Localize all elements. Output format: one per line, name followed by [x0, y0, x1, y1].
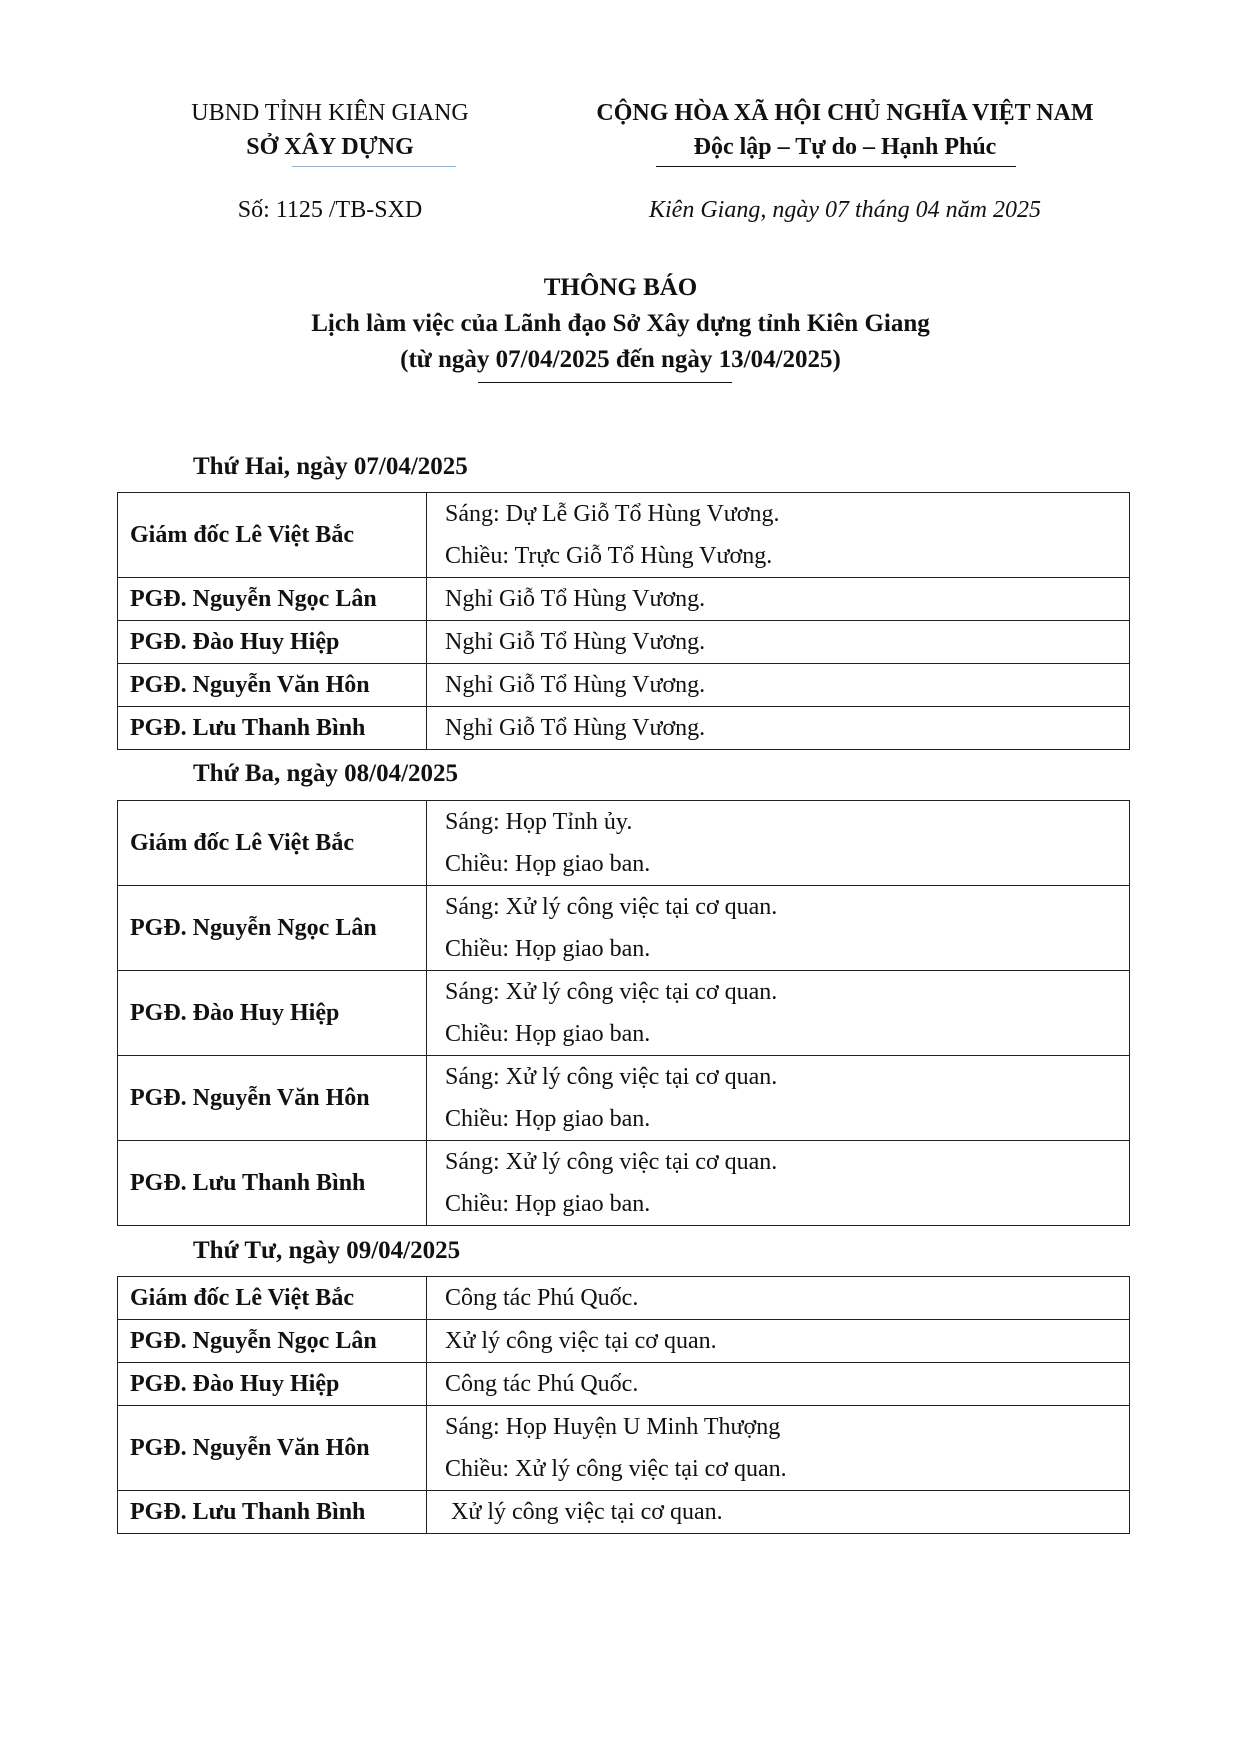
table-row	[118, 664, 1130, 707]
activity-line: Sáng: Xử lý công việc tại cơ quan.	[445, 979, 778, 1005]
leader-name: PGĐ. Đào Huy Hiệp	[118, 971, 427, 1056]
leader-name: PGĐ. Lưu Thanh Bình	[118, 707, 427, 750]
leader-name: PGĐ. Nguyễn Văn Hôn	[118, 1406, 427, 1491]
activity-cell	[427, 1406, 1130, 1491]
activity-cell	[427, 971, 1130, 1056]
table-row	[118, 578, 1130, 621]
activity-line: Chiều: Họp giao ban.	[445, 1191, 651, 1217]
national-header	[545, 96, 1145, 164]
day-heading: Thứ Ba, ngày 08/04/2025	[193, 760, 459, 787]
leader-name: PGĐ. Nguyễn Ngọc Lân	[118, 886, 427, 971]
table-row	[118, 971, 1130, 1056]
table-row	[118, 1141, 1130, 1226]
table-row	[118, 1277, 1130, 1320]
activity-cell	[427, 664, 1130, 707]
table-row	[118, 1406, 1130, 1491]
activity-cell	[427, 1141, 1130, 1226]
place-date: Kiên Giang, ngày 07 tháng 04 năm 2025	[649, 197, 1041, 223]
leader-name: Giám đốc Lê Việt Bắc	[118, 493, 427, 578]
activity-cell	[427, 578, 1130, 621]
leader-name: PGĐ. Nguyễn Văn Hôn	[118, 1056, 427, 1141]
activity-line: Chiều: Xử lý công việc tại cơ quan.	[445, 1456, 787, 1482]
activity-line: Sáng: Dự Lễ Giỗ Tổ Hùng Vương.	[445, 501, 780, 527]
activity-line: Nghỉ Giỗ Tổ Hùng Vương.	[445, 586, 706, 612]
activity-line: Xử lý công việc tại cơ quan.	[445, 1499, 723, 1525]
leader-name: PGĐ. Nguyễn Ngọc Lân	[118, 578, 427, 621]
activity-cell	[427, 1277, 1130, 1320]
activity-line: Chiều: Họp giao ban.	[445, 1106, 651, 1132]
day-heading: Thứ Hai, ngày 07/04/2025	[193, 453, 468, 480]
activity-line: Sáng: Họp Huyện U Minh Thượng	[445, 1414, 781, 1440]
table-row	[118, 1056, 1130, 1141]
document-title	[0, 270, 1241, 378]
table-row	[118, 493, 1130, 578]
activity-line: Sáng: Xử lý công việc tại cơ quan.	[445, 1064, 778, 1090]
title-underline	[478, 382, 732, 383]
activity-line: Xử lý công việc tại cơ quan.	[445, 1328, 717, 1354]
leader-name: PGĐ. Đào Huy Hiệp	[118, 621, 427, 664]
activity-cell	[427, 493, 1130, 578]
activity-cell	[427, 1363, 1130, 1406]
leader-name: Giám đốc Lê Việt Bắc	[118, 801, 427, 886]
activity-line: Nghỉ Giỗ Tổ Hùng Vương.	[445, 715, 706, 741]
table-row	[118, 1320, 1130, 1363]
activity-line: Chiều: Họp giao ban.	[445, 1021, 651, 1047]
activity-line: Chiều: Họp giao ban.	[445, 936, 651, 962]
issuer-underline	[292, 166, 456, 167]
leader-name: PGĐ. Nguyễn Ngọc Lân	[118, 1320, 427, 1363]
table-row	[118, 801, 1130, 886]
activity-cell	[427, 886, 1130, 971]
activity-cell	[427, 621, 1130, 664]
issuer-block	[150, 96, 510, 164]
motto-underline	[656, 166, 1016, 167]
activity-cell	[427, 1491, 1130, 1534]
department-name: SỞ XÂY DỰNG	[246, 134, 414, 160]
table-row	[118, 1491, 1130, 1534]
schedule-table	[117, 1276, 1130, 1534]
title-line-3: (từ ngày 07/04/2025 đến ngày 13/04/2025)	[400, 346, 841, 373]
table-row	[118, 621, 1130, 664]
activity-line: Công tác Phú Quốc.	[445, 1285, 639, 1311]
table-row	[118, 707, 1130, 750]
schedule-table	[117, 492, 1130, 750]
activity-line: Sáng: Xử lý công việc tại cơ quan.	[445, 1149, 778, 1175]
day-heading: Thứ Tư, ngày 09/04/2025	[193, 1237, 461, 1264]
table-row	[118, 886, 1130, 971]
activity-cell	[427, 1320, 1130, 1363]
nation-name: CỘNG HÒA XÃ HỘI CHỦ NGHĨA VIỆT NAM	[596, 100, 1094, 126]
schedule-table	[117, 800, 1130, 1226]
activity-line: Công tác Phú Quốc.	[445, 1371, 639, 1397]
document-number: Số: 1125 /TB-SXD	[237, 197, 423, 223]
activity-line: Chiều: Trực Giỗ Tổ Hùng Vương.	[445, 543, 773, 569]
activity-line: Sáng: Họp Tỉnh ủy.	[445, 809, 633, 835]
leader-name: PGĐ. Lưu Thanh Bình	[118, 1491, 427, 1534]
activity-line: Chiều: Họp giao ban.	[445, 851, 651, 877]
agency-name: UBND TỈNH KIÊN GIANG	[191, 100, 469, 126]
leader-name: PGĐ. Đào Huy Hiệp	[118, 1363, 427, 1406]
activity-line: Sáng: Xử lý công việc tại cơ quan.	[445, 894, 778, 920]
activity-cell	[427, 707, 1130, 750]
leader-name: PGĐ. Lưu Thanh Bình	[118, 1141, 427, 1226]
activity-cell	[427, 1056, 1130, 1141]
activity-line: Nghỉ Giỗ Tổ Hùng Vương.	[445, 629, 706, 655]
title-line-1: THÔNG BÁO	[543, 274, 698, 301]
motto: Độc lập – Tự do – Hạnh Phúc	[693, 134, 997, 160]
title-line-2: Lịch làm việc của Lãnh đạo Sở Xây dựng tỉnh Kiên Giang	[311, 310, 930, 337]
leader-name: PGĐ. Nguyễn Văn Hôn	[118, 664, 427, 707]
table-row	[118, 1363, 1130, 1406]
leader-name: Giám đốc Lê Việt Bắc	[118, 1277, 427, 1320]
activity-cell	[427, 801, 1130, 886]
activity-line: Nghỉ Giỗ Tổ Hùng Vương.	[445, 672, 706, 698]
